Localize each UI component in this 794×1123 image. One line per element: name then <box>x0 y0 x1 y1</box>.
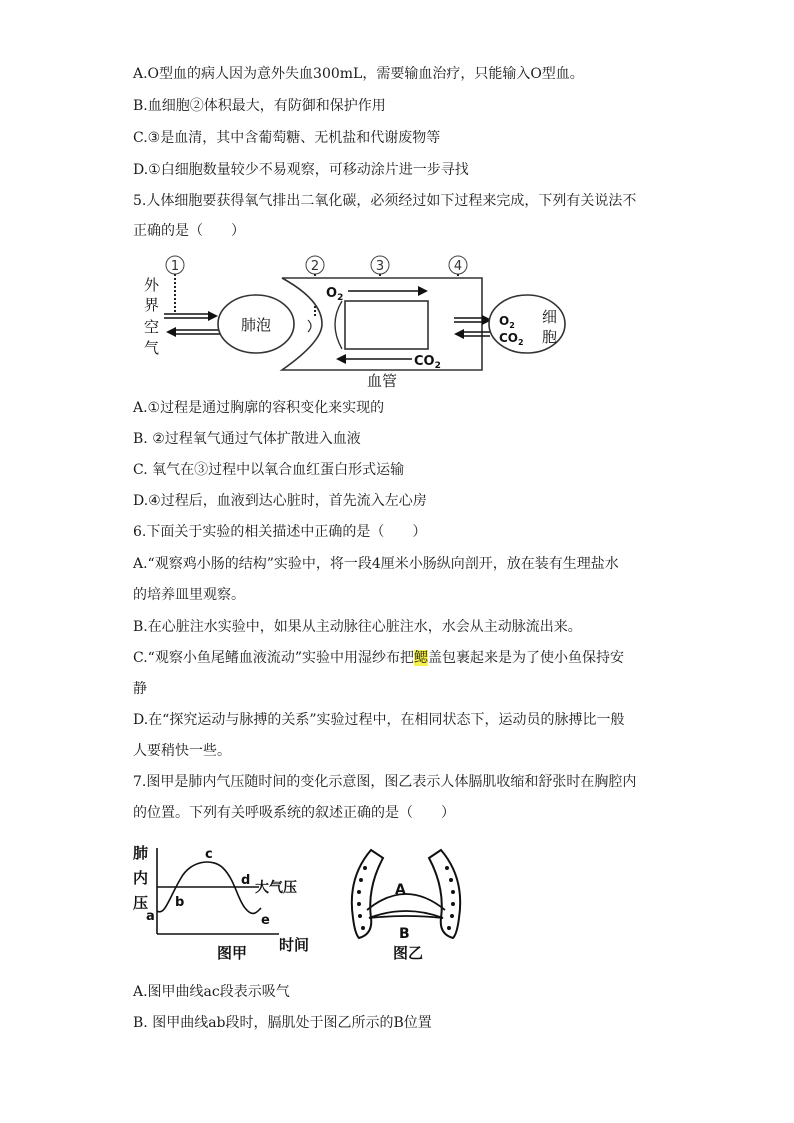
option-d-line: D.①白细胞数量较少不易观察，可移动涂片进一步寻找 <box>133 162 469 178</box>
q6-option-d: D.在“探究运动与脉搏的关系”实验过程中，在相同状态下，运动员的脉搏比一般 <box>133 712 625 728</box>
vessel-label: 血管 <box>366 372 398 390</box>
svg-text:A: A <box>395 882 406 898</box>
option-c-line: C.③是血清，其中含葡萄糖、无机盐和代谢废物等 <box>133 130 441 146</box>
svg-text:内: 内 <box>133 869 149 887</box>
svg-text:气: 气 <box>144 339 160 357</box>
svg-text:1: 1 <box>170 259 180 274</box>
svg-text:肺泡: 肺泡 <box>240 316 272 334</box>
q6-option-c: C.“观察小鱼尾鳍血液流动”实验中用湿纱布把鳃盖包裹起来是为了使小鱼保持安 <box>133 650 624 666</box>
diaphragm-b <box>369 911 443 918</box>
question-5-stem-cont: 正确的是（ ） <box>133 223 245 239</box>
q5-option-c: C. 氧气在③过程中以氧合血红蛋白形式运输 <box>133 462 405 478</box>
q5-option-a: A.①过程是通过胸廓的容积变化来实现的 <box>133 400 385 416</box>
svg-text:空: 空 <box>144 318 160 336</box>
outside-air-label: 外 <box>144 276 160 294</box>
svg-text:CO2: $CO_2$ <box>499 331 524 347</box>
svg-text:d: d <box>241 873 251 888</box>
svg-text:4: 4 <box>453 259 463 274</box>
q6-option-d-cont: 人要稍快一些。 <box>133 743 231 759</box>
svg-text:3: 3 <box>375 259 385 274</box>
q7-option-a: A.图甲曲线ac段表示吸气 <box>133 984 290 1000</box>
svg-text:细: 细 <box>542 308 558 326</box>
svg-text:胞: 胞 <box>542 328 558 346</box>
svg-text:O2: $O_2$ <box>326 286 344 303</box>
x-axis-label: 时间 <box>279 936 310 954</box>
question-7-stem: 7.图甲是肺内气压随时间的变化示意图，图乙表示人体膈肌收缩和舒张时在胸腔内 <box>133 774 637 790</box>
svg-text:c: c <box>205 847 213 862</box>
svg-text:O2: $O_2$ <box>499 314 515 330</box>
q6-option-b: B.在心脏注水实验中，如果从主动脉往心脏注水，水会从主动脉流出来。 <box>133 619 582 635</box>
svg-text:CO2: $CO_2$ <box>414 354 441 371</box>
q6-option-c-cont: 静 <box>133 681 147 697</box>
question-6-stem: 6.下面关于实验的相关描述中正确的是（ ） <box>133 524 427 540</box>
circle-num-1 <box>166 256 184 274</box>
figure-yi-caption: 图乙 <box>393 944 424 962</box>
q7-option-b: B. 图甲曲线ab段时，膈肌处于图乙所示的B位置 <box>133 1015 432 1031</box>
circle-num-2 <box>306 256 324 274</box>
baseline-label: 大气压 <box>255 880 297 896</box>
svg-text:2: 2 <box>310 259 320 274</box>
option-b-line: B.血细胞②体积最大，有防御和保护作用 <box>133 98 386 114</box>
svg-text:e: e <box>261 913 270 928</box>
q6-option-a-cont: 的培养皿里观察。 <box>133 587 245 603</box>
figure-jia-caption: 图甲 <box>217 944 248 962</box>
option-a-line: A.O型血的病人因为意外失血300mL，需要输血治疗，只能输入O型血。 <box>133 66 584 82</box>
q6-option-a: A.“观察鸡小肠的结构”实验中，将一段4厘米小肠纵向剖开，放在装有生理盐水 <box>133 556 619 572</box>
highlighted-char: 鳃 <box>413 650 428 666</box>
svg-text:B: B <box>399 926 410 942</box>
svg-text:压: 压 <box>133 894 149 912</box>
svg-text:b: b <box>175 895 185 910</box>
circle-num-3 <box>371 256 389 274</box>
figure-jia-pressure-curve <box>129 838 314 966</box>
question-5-stem: 5.人体细胞要获得氧气排出二氧化碳，必须经过如下过程来完成，下列有关说法不 <box>133 193 637 209</box>
q5-option-b: B. ②过程氧气通过气体扩散进入血液 <box>133 431 361 447</box>
q5-option-d: D.④过程后，血液到达心脏时，首先流入左心房 <box>133 493 427 509</box>
svg-text:界: 界 <box>144 296 160 314</box>
y-axis-label: 肺 <box>133 844 149 862</box>
svg-text:a: a <box>146 909 155 924</box>
circle-num-4 <box>449 256 467 274</box>
diaphragm-a <box>367 894 445 910</box>
figure-yi-diaphragm <box>341 838 471 966</box>
gas-exchange-diagram <box>132 252 572 392</box>
question-7-stem-cont: 的位置。下列有关呼吸系统的叙述正确的是（ ） <box>133 805 455 821</box>
